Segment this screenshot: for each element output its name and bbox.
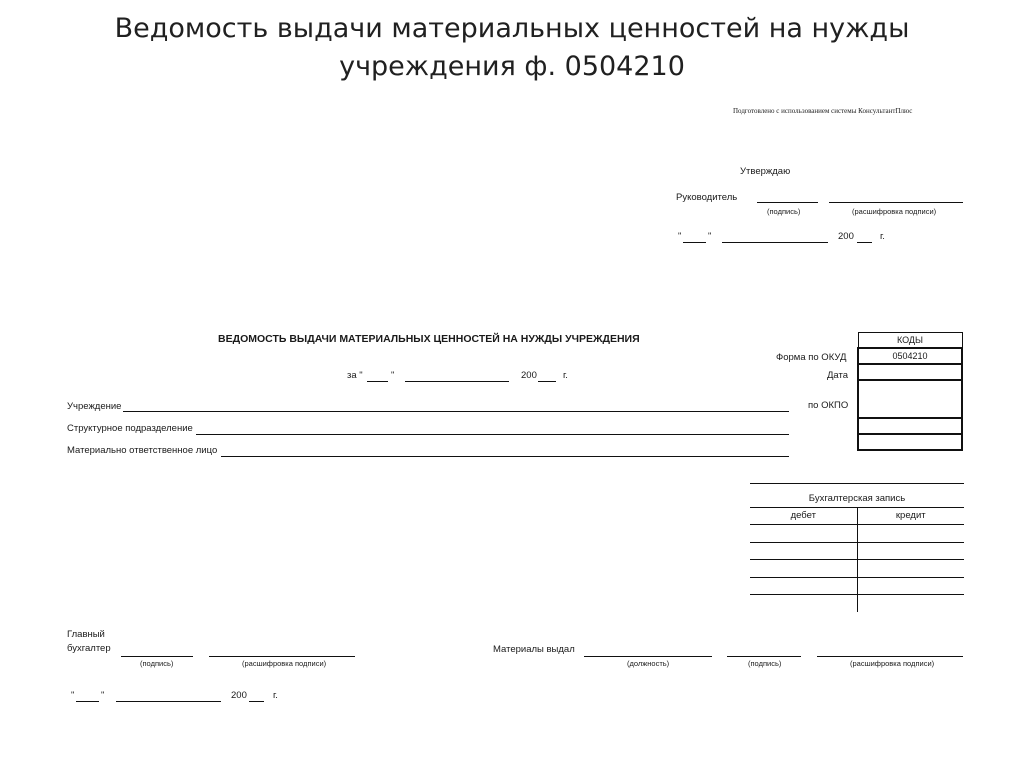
bottom-month-line[interactable] [116, 701, 221, 702]
chief-label-line-1: Главный [67, 629, 105, 640]
responsible-person-field[interactable] [221, 456, 789, 457]
codes-table [857, 332, 963, 451]
credit-header: кредит [857, 507, 964, 525]
credit-cell[interactable] [857, 560, 964, 578]
period-year-suffix: г. [563, 370, 568, 381]
subdivision-label: Структурное подразделение [67, 423, 193, 434]
date-cell[interactable] [858, 364, 962, 380]
approval-signature-line[interactable] [757, 202, 818, 203]
issued-signature-line[interactable] [727, 656, 801, 657]
credit-cell[interactable] [857, 577, 964, 595]
institution-field[interactable] [123, 411, 789, 412]
bottom-year-suffix: г. [273, 690, 278, 701]
credit-tail [857, 595, 964, 612]
approval-year-line[interactable] [857, 242, 872, 243]
approval-year-prefix: 200 [838, 231, 854, 242]
issued-position-hint: (должность) [627, 659, 670, 668]
okud-label: Форма по ОКУД [776, 352, 847, 363]
bottom-quote-open: " [71, 690, 75, 701]
subdivision-field[interactable] [196, 434, 789, 435]
bottom-year-prefix: 200 [231, 690, 247, 701]
approval-quote-close: " [708, 231, 712, 242]
issued-decode-line[interactable] [817, 656, 963, 657]
slide-title-line-2: учреждения ф. 0504210 [339, 51, 685, 82]
period-quote: " [391, 370, 395, 381]
period-prefix: за " [347, 370, 363, 381]
codes-header: КОДЫ [858, 333, 962, 349]
approval-quote-open: " [678, 231, 682, 242]
approval-month-line[interactable] [722, 242, 828, 243]
approval-decode-hint: (расшифровка подписи) [852, 207, 937, 216]
slide-title [0, 10, 1024, 86]
okud-code: 0504210 [858, 348, 962, 364]
accounting-table [750, 483, 964, 612]
bottom-quote-close: " [101, 690, 105, 701]
approval-signature-hint: (подпись) [767, 207, 801, 216]
chief-decode-line[interactable] [209, 656, 355, 657]
chief-signature-hint: (подпись) [140, 659, 174, 668]
accounting-title: Бухгалтерская запись [750, 490, 964, 507]
approval-decode-line[interactable] [829, 202, 963, 203]
issued-position-line[interactable] [584, 656, 712, 657]
approval-heading: Утверждаю [740, 166, 791, 177]
debit-cell[interactable] [750, 577, 857, 595]
slide-title-line-1: Ведомость выдачи материальных ценностей на нужды [114, 13, 910, 44]
debit-header: дебет [750, 507, 857, 525]
okpo-label: по ОКПО [808, 400, 849, 411]
chief-decode-hint: (расшифровка подписи) [242, 659, 327, 668]
period-month-line[interactable] [405, 381, 509, 382]
approval-day-line[interactable] [683, 242, 706, 243]
okpo-cell[interactable] [858, 380, 962, 418]
institution-label: Учреждение [67, 401, 122, 412]
issued-signature-hint: (подпись) [748, 659, 782, 668]
responsible-person-label: Материально ответственное лицо [67, 445, 218, 456]
code-cell-5[interactable] [858, 434, 962, 450]
approval-year-suffix: г. [880, 231, 885, 242]
debit-cell[interactable] [750, 542, 857, 560]
bottom-day-line[interactable] [76, 701, 99, 702]
debit-tail [750, 595, 857, 612]
period-day-line[interactable] [367, 381, 388, 382]
chief-accountant-label [67, 628, 111, 656]
issued-by-label: Материалы выдал [493, 644, 575, 655]
prepared-note: Подготовлено с использованием системы КонсультантПлюс [733, 107, 913, 115]
debit-cell[interactable] [750, 525, 857, 543]
credit-cell[interactable] [857, 542, 964, 560]
period-year-prefix: 200 [521, 370, 537, 381]
debit-cell[interactable] [750, 560, 857, 578]
bottom-year-line[interactable] [249, 701, 264, 702]
chief-signature-line[interactable] [121, 656, 193, 657]
approval-head-label: Руководитель [676, 192, 738, 203]
date-label: Дата [827, 370, 849, 381]
code-cell-4[interactable] [858, 418, 962, 434]
form-title: ВЕДОМОСТЬ ВЫДАЧИ МАТЕРИАЛЬНЫХ ЦЕННОСТЕЙ НА НУЖДЫ УЧРЕЖДЕНИЯ [218, 333, 640, 345]
credit-cell[interactable] [857, 525, 964, 543]
period-year-line[interactable] [538, 381, 556, 382]
chief-label-line-2: бухгалтер [67, 643, 111, 654]
issued-decode-hint: (расшифровка подписи) [850, 659, 935, 668]
